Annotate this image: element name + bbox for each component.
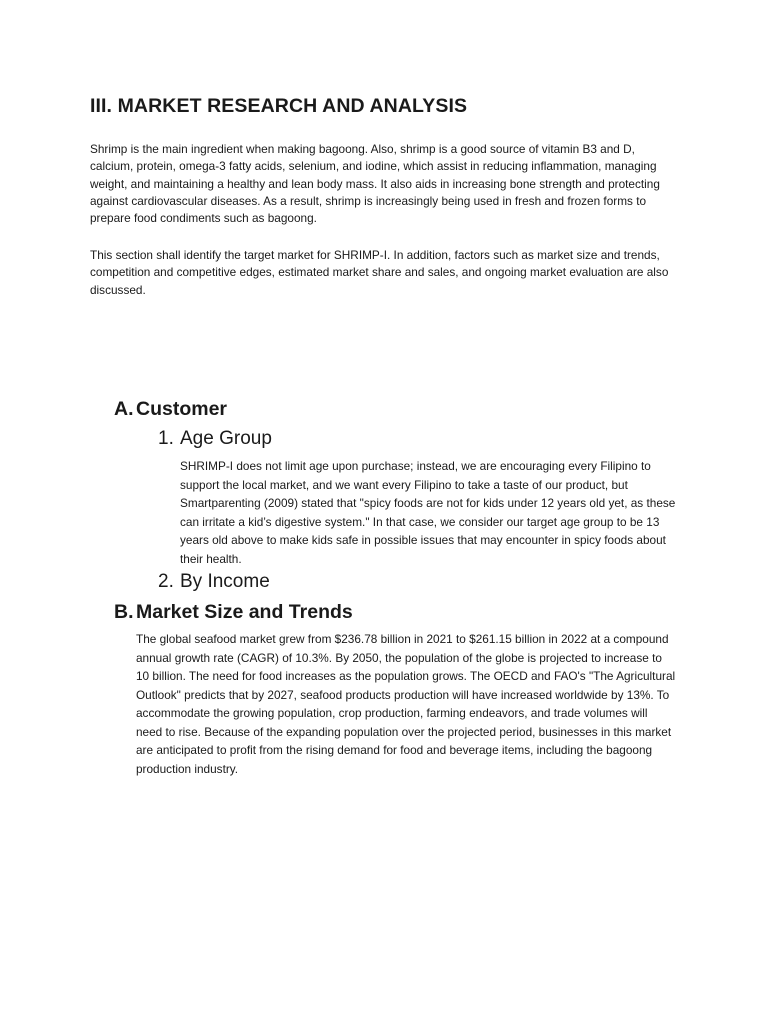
market-size-heading [114,601,353,624]
section-title: III. MARKET RESEARCH AND ANALYSIS [90,95,468,117]
by-income-marker: 2. [158,571,174,592]
age-group-heading-text: Age Group [180,428,272,449]
customer-heading [114,398,227,421]
market-size-paragraph: The global seafood market grew from $236.78 billion in 2021 to $261.15 billion in 2022 at a compound annual growth rate (CAGR) of 10.3%. By 2050, the population of the globe is projected to increase to 10 billion. The need for food increases as the population grows. The OECD and FAO's "The Agricultural Outlook" predicts that by 2027, seafood products production will have increased worldwide by 13%. To accommodate the growing population, crop production, farming endeavors, and trade volumes will need to rise. Because of the expanding population over the projected period, businesses in this market are anticipated to profit from the rising demand for food and beverage items, including the bagoong production industry. [136,632,676,776]
customer-marker: A. [114,398,134,420]
age-group-heading [158,428,272,450]
customer-heading-text: Customer [136,398,228,420]
age-group-marker: 1. [158,428,174,449]
intro-paragraph-1: Shrimp is the main ingredient when making bagoong. Also, shrimp is a good source of vitamin B3 and D, calcium, protein, omega-3 fatty acids, selenium, and iodine, which assist in reducing inflammation, managing weight, and maintaining a healthy and lean body mass. It also aids in increasing bone strength and protecting against cardiovascular diseases. As a result, shrimp is increasingly being used in fresh and frozen forms to prepare food condiments such as bagoong. [90,142,660,226]
by-income-heading-text: By Income [180,571,270,592]
intro-paragraph-2: This section shall identify the target market for SHRIMP-I. In addition, factors such as market size and trends, competition and competitive edges, estimated market share and sales, and ongoing market evaluation are also discussed. [90,248,669,297]
by-income-heading [158,571,270,593]
market-size-marker: B. [114,601,134,623]
age-group-paragraph: SHRIMP-I does not limit age upon purchase; instead, we are encouraging every Filipino to support the local market, and we want every Filipino to take a taste of our product, but Smartparenting (2009) stated that "spicy foods are not for kids under 12 years old yet, as these can irritate a kid’s digestive system." In that case, we consider our target age group to be 13 years old above to make kids safe in possible issues that may encounter in spicy foods about their health. [180,459,676,566]
market-size-heading-text: Market Size and Trends [136,601,353,623]
